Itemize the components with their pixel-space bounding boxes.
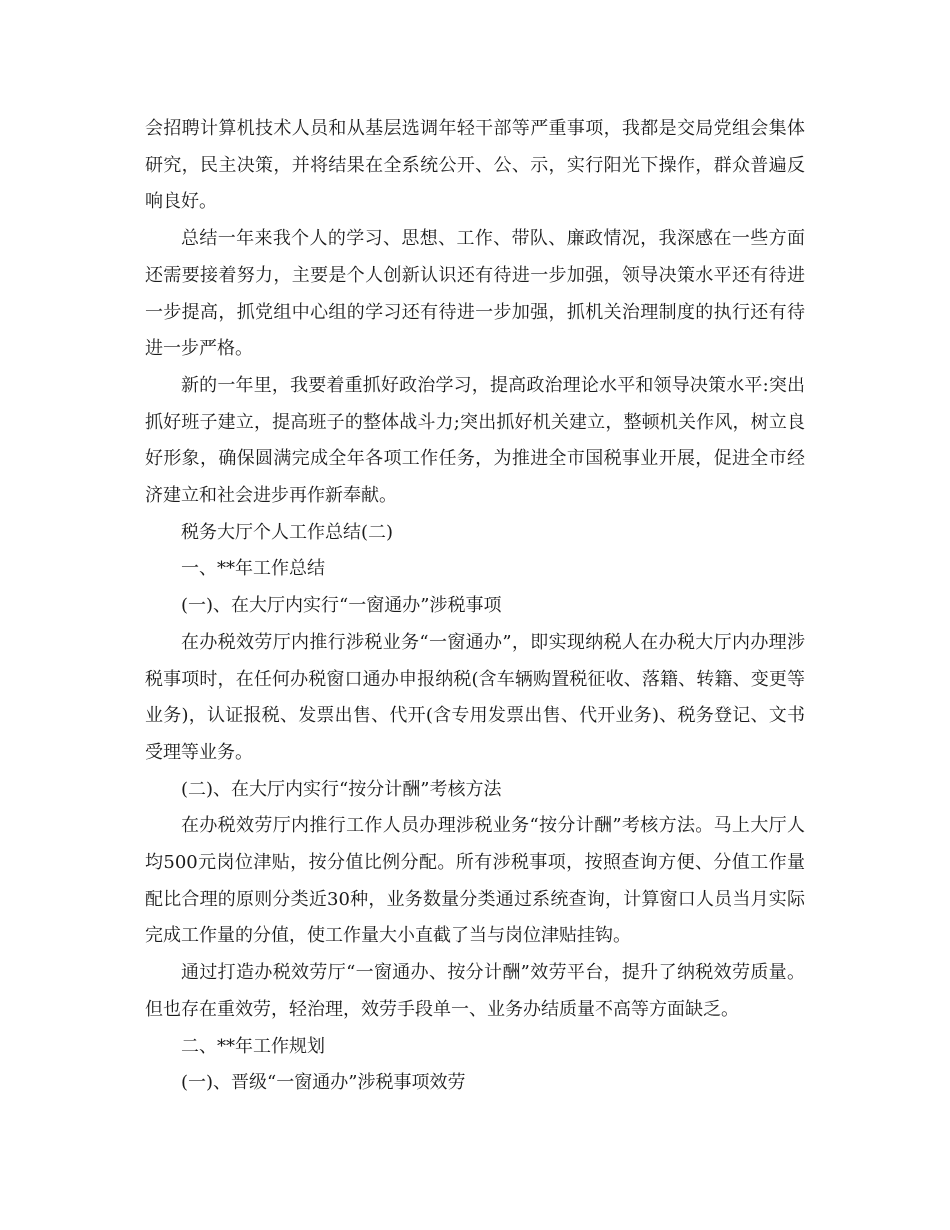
paragraph-continuation: 会招聘计算机技术人员和从基层选调年轻干部等严重事项，我都是交局党组会集体研究，民主决策，并将结果在全系统公开、公、示，实行阳光下操作，群众普遍反响良好。 <box>145 118 805 213</box>
heading-work-summary: 一、**年工作总结 <box>181 558 325 580</box>
subheading-points-pay: (二)、在大厅内实行“按分计酬”考核方法 <box>181 778 502 800</box>
paragraph-new-year-plan: 新的一年里，我要着重抓好政治学习，提高政治理论水平和领导决策水平:突出抓好班子建立，提高班子的整体战斗力;突出抓好机关建立，整顿机关作风，树立良好形象，确保圆满完成全年各项工作任务，为推进全市国税事业开展，促进全市经济建立和社会进步再作新奉献。 <box>145 374 805 507</box>
subheading-upgrade-service: (一)、晋级“一窗通办”涉税事项效劳 <box>181 1072 466 1094</box>
paragraph-one-window: 在办税效劳厅内推行涉税业务“一窗通办”，即实现纳税人在办税大厅内办理涉税事项时，在任何办税窗口通办申报纳税(含车辆购置税征收、落籍、转籍、变更等业务)，认证报税、发票出售、代开(含专用发票出售、代开业务)、税务登记、文书受理等业务。 <box>145 631 805 763</box>
paragraph-platform-result: 通过打造办税效劳厅“一窗通办、按分计酬”效劳平台，提升了纳税效劳质量。但也存在重效劳，轻治理，效劳手段单一、业务办结质量不高等方面缺乏。 <box>145 962 805 1020</box>
subheading-one-window: (一)、在大厅内实行“一窗通办”涉税事项 <box>181 595 502 617</box>
paragraph-self-assessment: 总结一年来我个人的学习、思想、工作、带队、廉政情况，我深感在一些方面还需要接着努力，主要是个人创新认识还有待进一步加强，领导决策水平还有待进一步提高，抓党组中心组的学习还有待进一步加强，抓机关治理制度的执行还有待进一步严格。 <box>145 228 805 360</box>
paragraph-points-pay: 在办税效劳厅内推行工作人员办理涉税业务“按分计酬”考核方法。马上大厅人均500元岗位津贴，按分值比例分配。所有涉税事项，按照查询方便、分值工作量配比合理的原则分类近30种，业务数量分类通过系统查询，计算窗口人员当月实际完成工作量的分值，使工作量大小直截了当与岗位津贴挂钩。 <box>145 815 805 947</box>
section-title: 税务大厅个人工作总结(二) <box>181 521 394 543</box>
heading-work-plan: 二、**年工作规划 <box>181 1035 325 1057</box>
document-body <box>145 111 805 1102</box>
